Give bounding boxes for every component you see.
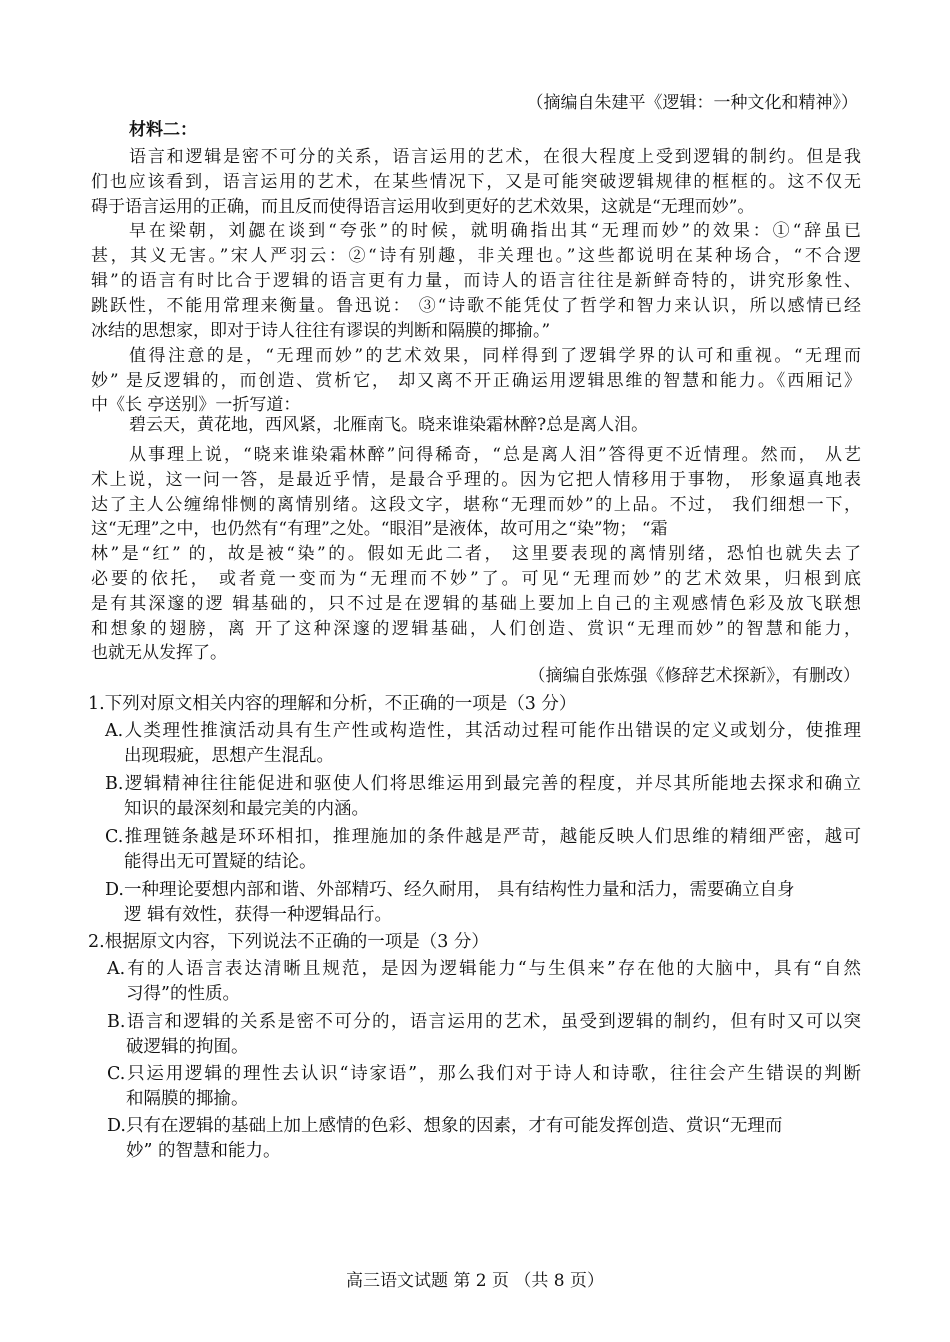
question-2-option-b: B.语言和逻辑的关系是密不可分的，语言运用的艺术，虽受到逻辑的制约，但有时又可以突 xyxy=(107,1012,861,1032)
page-footer: 高三语文试题 第 2 页 （共 8 页） xyxy=(345,1271,605,1291)
question-1-option-a: A.人类理性推演活动具有生产性或构造性，其活动过程可能作出错误的定义或划分，使推理 xyxy=(105,721,861,741)
paragraph-line: 中《长 亭送别》一折写道： xyxy=(91,395,301,415)
question-1-option-d-cont: 逻 辑有效性，获得一种逻辑品行。 xyxy=(124,905,393,925)
paragraph-line: 甚，其义无害。”宋人严羽云：②“诗有别趣，非关理也。”这些都说明在某种场合，“不合逻 xyxy=(91,246,861,266)
source-citation-1: （摘编自朱建平《逻辑：一种文化和精神》） xyxy=(526,93,858,113)
question-2-option-a: A.有的人语言表达清晰且规范，是因为逻辑能力“与生俱来”存在他的大脑中，具有“自然 xyxy=(107,959,861,979)
question-1-option-b: B.逻辑精神往往能促进和驱使人们将思维运用到最完善的程度，并尽其所能地去探求和确立 xyxy=(105,774,861,794)
paragraph-line: 值得注意的是，“无理而妙”的艺术效果，同样得到了逻辑学界的认可和重视。“无理而 xyxy=(129,346,861,366)
question-2-option-d: D.只有在逻辑的基础上加上感情的色彩、想象的因素，才有可能发挥创造、赏识“无理而 xyxy=(107,1116,783,1136)
paragraph-line: 跳跃性，不能用常理来衡量。鲁迅说： ③“诗歌不能凭仗了哲学和智力来认识，所以感情已经 xyxy=(91,296,861,316)
paragraph-line: 们也应该看到，语言运用的艺术，在某些情况下，又是可能突破逻辑规律的框框的。这不仅无 xyxy=(91,172,861,192)
paragraph-line: 和想象的翅膀，离 开了这种深邃的逻辑基础，人们创造、赏识“无理而妙”的智慧和能力， xyxy=(91,619,861,639)
poem-quote: 碧云天，黄花地，西风紧，北雁南飞。晓来谁染霜林醉?总是离人泪。 xyxy=(129,415,649,435)
question-1-option-a-cont: 出现瑕疵，思想产生混乱。 xyxy=(124,746,334,766)
question-2-option-b-cont: 破逻辑的拘囿。 xyxy=(126,1037,249,1057)
question-2-option-c-cont: 和隔膜的揶揄。 xyxy=(126,1089,249,1109)
paragraph-line: 辑”的语言有时比合于逻辑的语言更有力量，而诗人的语言往往是新鲜奇特的，讲究形象性、 xyxy=(91,271,861,291)
paragraph-line: 林”是“红” 的，故是被“染”的。假如无此二者， 这里要表现的离情别绪，恐怕也就失去了 xyxy=(91,544,861,564)
paragraph-line: 也就无从发挥了。 xyxy=(91,643,227,663)
source-citation-2: （摘编自张炼强《修辞艺术探新》，有删改） xyxy=(528,666,860,686)
question-1-option-b-cont: 知识的最深刻和最完美的内涵。 xyxy=(124,799,369,819)
paragraph-line: 术上说，这一问一答，是最近乎情，是最合乎理的。因为它把人情移用于事物， 形象逼真地表 xyxy=(91,470,861,490)
paragraph-line: 妙” 是反逻辑的，而创造、赏析它， 却又离不开正确运用逻辑思维的智慧和能力。《西厢记》 xyxy=(91,371,861,391)
question-2-option-d-cont: 妙” 的智慧和能力。 xyxy=(126,1141,281,1161)
material-heading: 材料二： xyxy=(129,120,197,140)
question-1-option-c: C.推理链条越是环环相扣，推理施加的条件越是严苛，越能反映人们思维的精细严密，越可 xyxy=(105,827,861,847)
question-1-option-c-cont: 能得出无可置疑的结论。 xyxy=(124,852,317,872)
paragraph-line: 是有其深邃的逻 辑基础的，只不过是在逻辑的基础上要加上自己的主观感情色彩及放飞联想 xyxy=(91,594,861,614)
question-2-option-c: C.只运用逻辑的理性去认识“诗家语”，那么我们对于诗人和诗歌，往往会产生错误的判断 xyxy=(107,1064,861,1084)
question-1-stem: 1.下列对原文相关内容的理解和分析，不正确的一项是（3 分） xyxy=(88,694,577,714)
question-2-option-a-cont: 习得”的性质。 xyxy=(126,984,240,1004)
paragraph-line: 碍于语言运用的正确，而且反而使得语言运用收到更好的艺术效果，这就是“无理而妙”。 xyxy=(91,197,755,217)
paragraph-line: 早在梁朝，刘勰在谈到“夸张”的时候，就明确指出其“无理而妙”的效果：①“辞虽已 xyxy=(129,221,861,241)
question-2-stem: 2.根据原文内容，下列说法不正确的一项是（3 分） xyxy=(88,932,489,952)
paragraph-line: 这“无理”之中，也仍然有“有理”之处。“眼泪”是液体，故可用之“染”物； “霜 xyxy=(91,519,668,539)
paragraph-line: 冰结的思想家，即对于诗人往往有谬误的判断和隔膜的揶揄。” xyxy=(91,321,551,341)
paragraph-line: 从事理上说，“晓来谁染霜林醉”问得稀奇，“总是离人泪”答得更不近情理。然而， 从艺 xyxy=(129,445,861,465)
paragraph-line: 语言和逻辑是密不可分的关系，语言运用的艺术，在很大程度上受到逻辑的制约。但是我 xyxy=(129,147,861,167)
question-1-option-d: D.一种理论要想内部和谐、外部精巧、经久耐用， 具有结构性力量和活力，需要确立自身 xyxy=(105,880,795,900)
paragraph-line: 达了主人公缠绵悱恻的离情别绪。这段文字，堪称“无理而妙”的上品。不过， 我们细想一下， xyxy=(91,495,861,515)
paragraph-line: 必要的依托， 或者竟一变而为“无理而不妙”了。可见“无理而妙”的艺术效果，归根到底 xyxy=(91,569,861,589)
